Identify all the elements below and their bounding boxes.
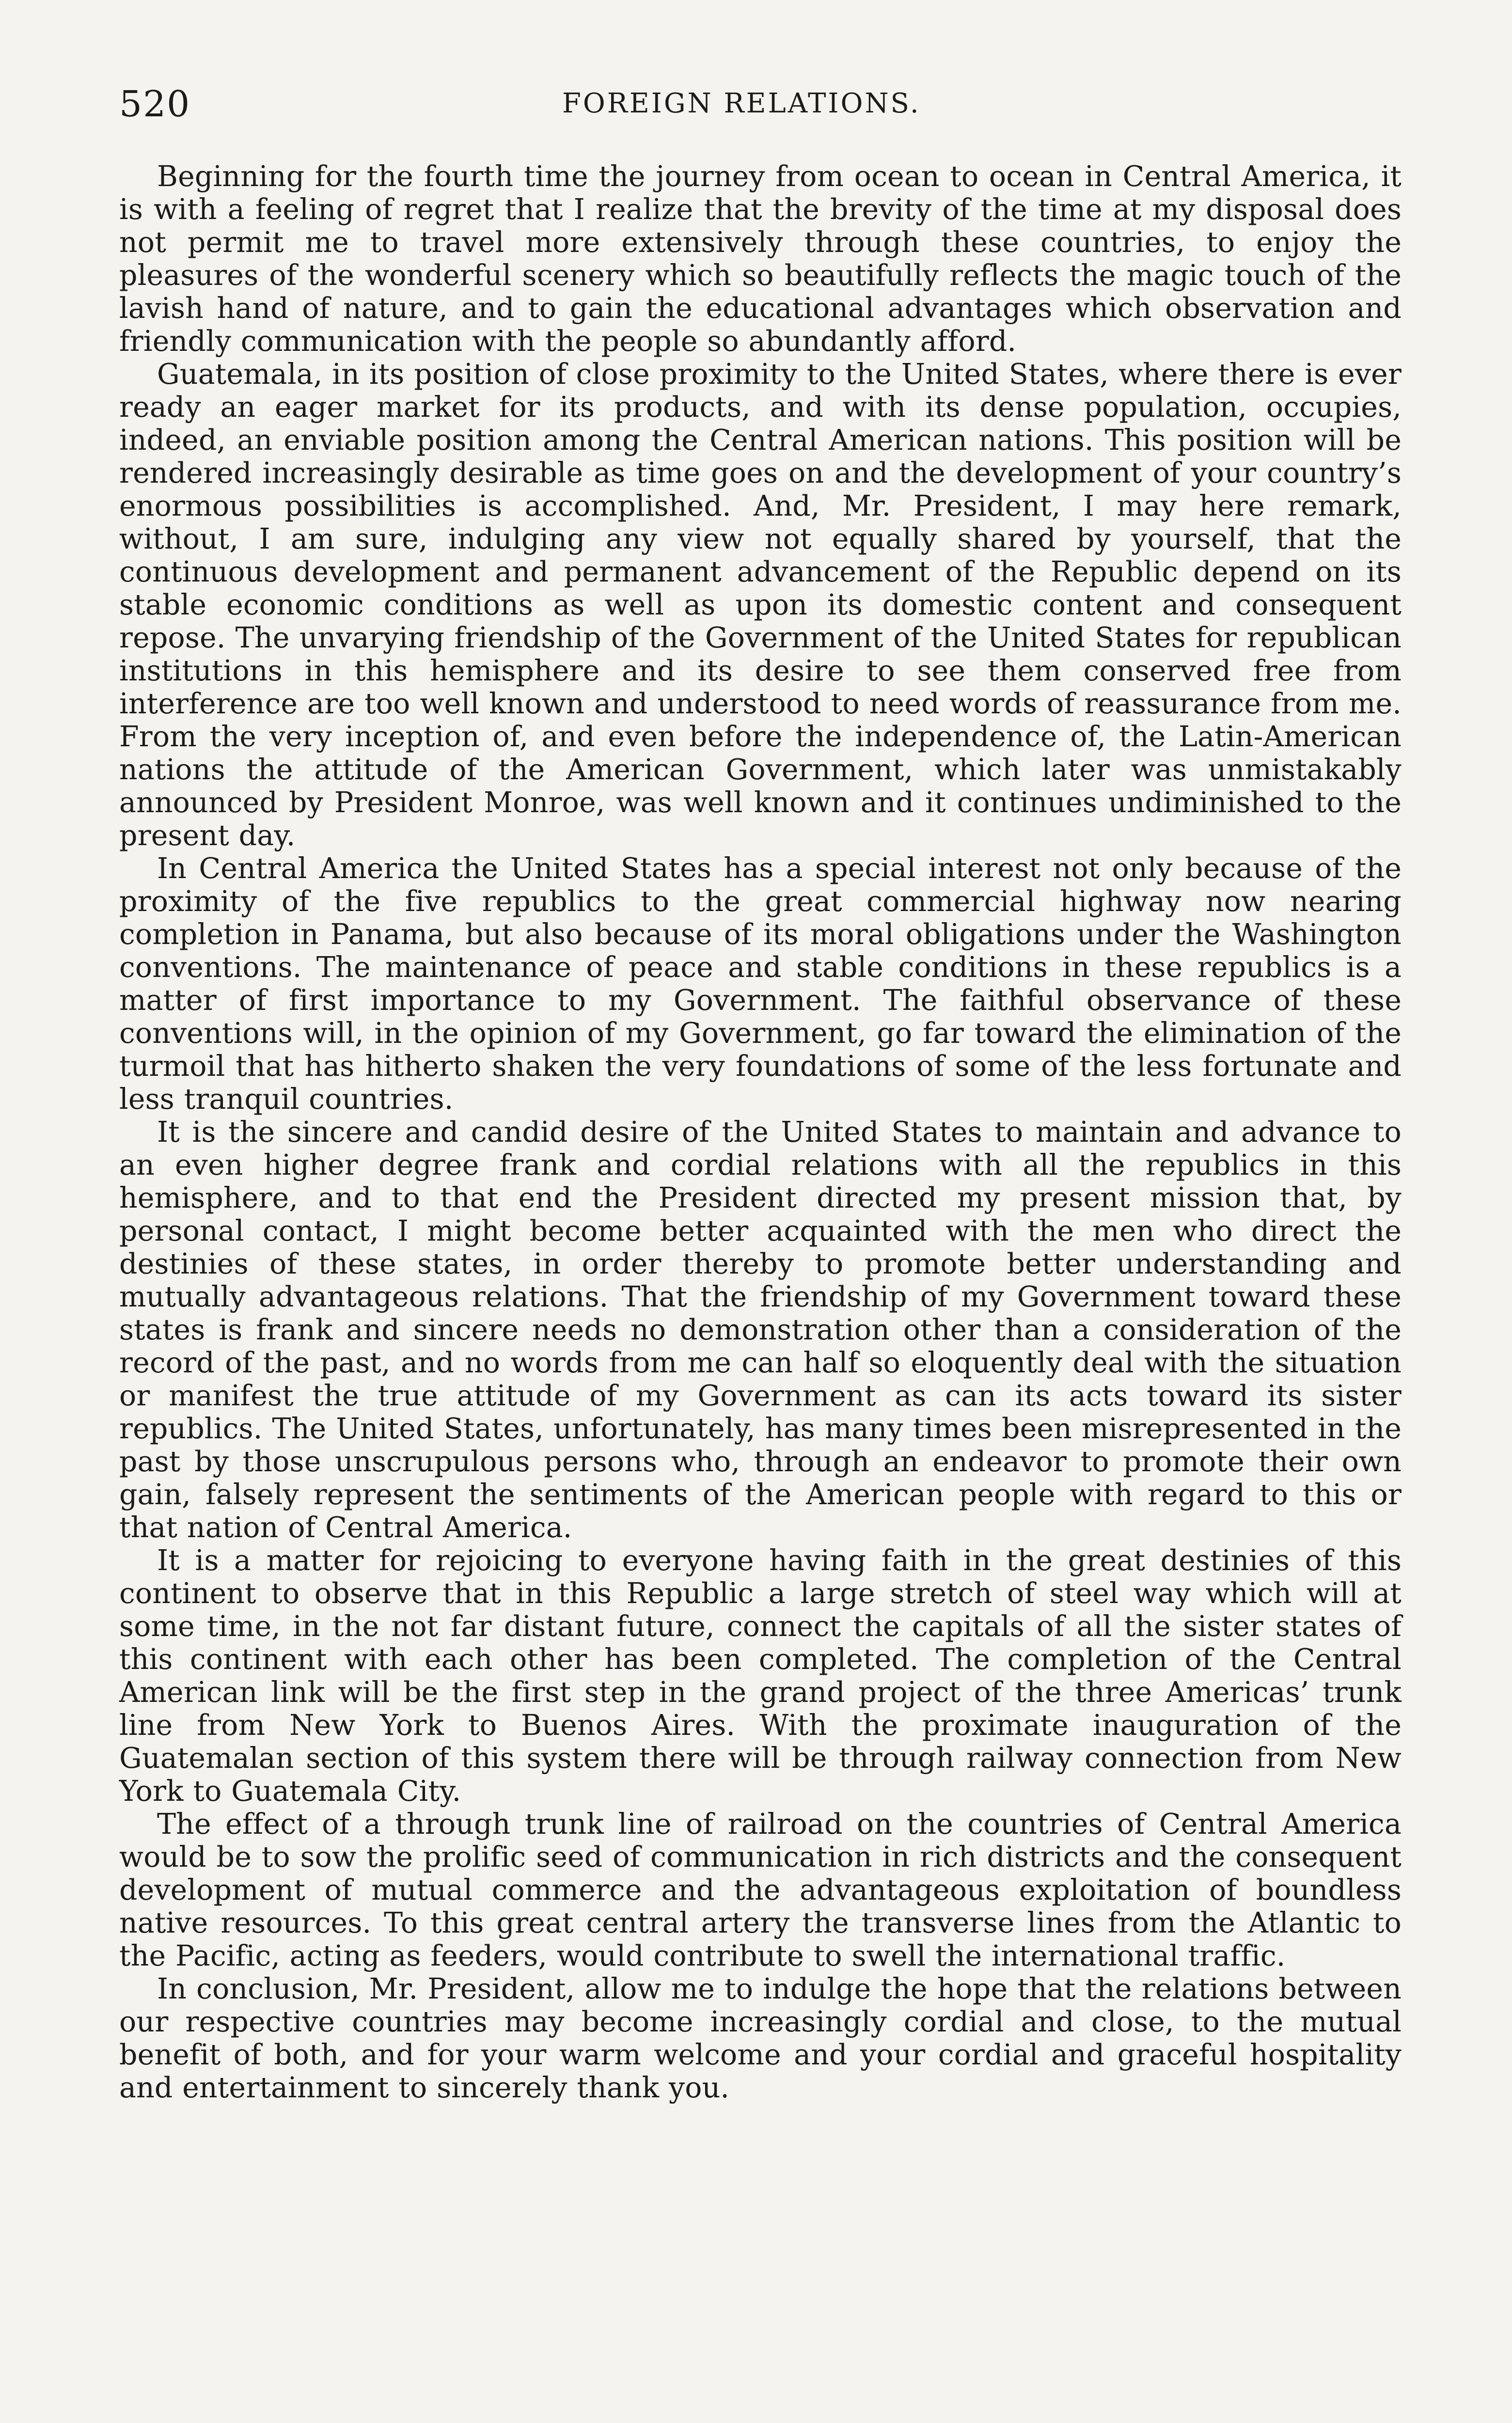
paragraph-2: Guatemala, in its position of close proximity to the United States, where there is ever ready an eager market for its products, and with its dense population, occupies, indeed, an enviable position among the Central American nations. This position will be rendered increasingly desirable as time goes on and the development of your country’s enormous possibilities is accomplished. And, Mr. President, I may here remark, without, I am sure, indulging any view not equally shared by yourself, that the continuous development and permanent advancement of the Republic depend on its stable economic conditions as well as upon its domestic content and consequent repose. The unvarying friendship of the Government of the United States for republican institutions in this hemisphere and its desire to see them conserved free from interference are too well known and understood to need words of reassurance from me. From the very inception of, and even before the independence of, the Latin-American nations the attitude of the American Government, which later was unmistakably announced by President Monroe, was well known and it continues undiminished to the present day. [119, 358, 1402, 852]
paragraph-3: In Central America the United States has a special interest not only because of the proximity of the five republics to the great commercial highway now nearing completion in Panama, but also because of its moral obligations under the Washington conventions. The maintenance of peace and stable conditions in these republics is a matter of first importance to my Government. The faithful observance of these conventions will, in the opinion of my Government, go far toward the elimination of the turmoil that has hitherto shaken the very foundations of some of the less fortunate and less tranquil countries. [119, 852, 1402, 1116]
body-text [119, 160, 1402, 2104]
paragraph-1: Beginning for the fourth time the journey from ocean to ocean in Central America, it is with a feeling of regret that I realize that the brevity of the time at my disposal does not permit me to travel more extensively through these countries, to enjoy the pleasures of the wonderful scenery which so beautifully reflects the magic touch of the lavish hand of nature, and to gain the educational advantages which observation and friendly communication with the people so abundantly afford. [119, 160, 1402, 358]
page-number: 520 [119, 83, 191, 125]
paragraph-4: It is the sincere and candid desire of the United States to maintain and advance to an even higher degree frank and cordial relations with all the republics in this hemisphere, and to that end the President directed my present mission that, by personal contact, I might become better acquainted with the men who direct the destinies of these states, in order thereby to promote better understanding and mutually advantageous relations. That the friendship of my Government toward these states is frank and sincere needs no demonstration other than a consideration of the record of the past, and no words from me can half so eloquently deal with the situation or manifest the true attitude of my Government as can its acts toward its sister republics. The United States, unfortunately, has many times been misrepresented in the past by those unscrupulous persons who, through an endeavor to promote their own gain, falsely represent the sentiments of the American people with regard to this or that nation of Central America. [119, 1116, 1402, 1544]
paragraph-5: It is a matter for rejoicing to everyone having faith in the great destinies of this continent to observe that in this Republic a large stretch of steel way which will at some time, in the not far distant future, connect the capitals of all the sister states of this continent with each other has been completed. The completion of the Central American link will be the first step in the grand project of the three Americas’ trunk line from New York to Buenos Aires. With the proximate inauguration of the Guatemalan section of this system there will be through railway connection from New York to Guatemala City. [119, 1544, 1402, 1808]
paragraph-7: In conclusion, Mr. President, allow me to indulge the hope that the relations between our respective countries may become increasingly cordial and close, to the mutual benefit of both, and for your warm welcome and your cordial and graceful hospitality and entertainment to sincerely thank you. [119, 1972, 1402, 2104]
running-title: FOREIGN RELATIONS. [562, 88, 921, 119]
paragraph-6: The effect of a through trunk line of railroad on the countries of Central America would be to sow the prolific seed of communication in rich districts and the consequent development of mutual commerce and the advantageous exploitation of boundless native resources. To this great central artery the transverse lines from the Atlantic to the Pacific, acting as feeders, would contribute to swell the international traffic. [119, 1808, 1402, 1972]
